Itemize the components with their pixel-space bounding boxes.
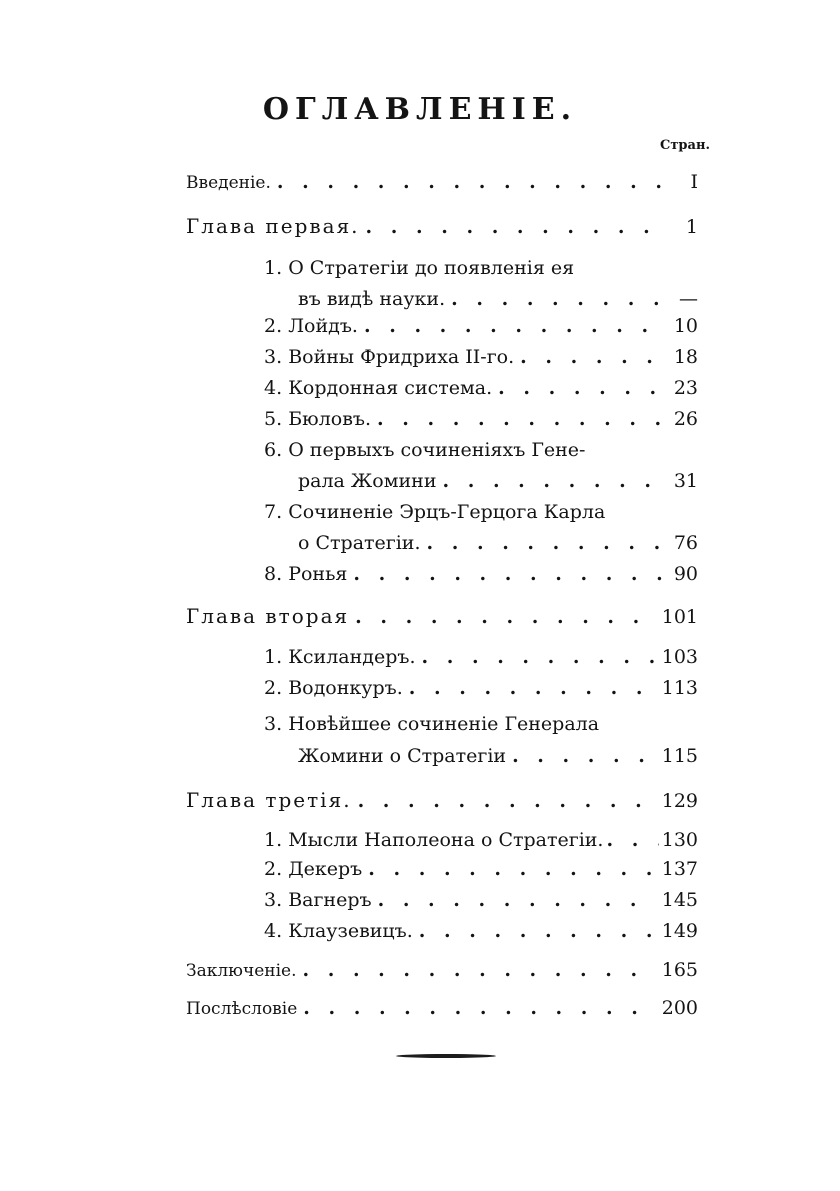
toc-item-title bbox=[264, 345, 514, 369]
toc-item-label: Лойдъ. bbox=[288, 315, 358, 337]
leader-dots bbox=[520, 345, 664, 369]
toc-item-number: 4. bbox=[264, 377, 283, 399]
leader-dots bbox=[358, 789, 656, 813]
toc-item-page: 23 bbox=[673, 377, 698, 399]
toc-item-page: 115 bbox=[661, 745, 698, 767]
toc-item-page: 103 bbox=[661, 646, 698, 668]
toc-chapter-1[interactable] bbox=[186, 214, 698, 239]
leader-dots bbox=[303, 996, 655, 1020]
toc-item-label: Войны Фридриха II-го. bbox=[288, 346, 515, 368]
toc-item-title bbox=[264, 314, 358, 338]
toc-item-title bbox=[264, 919, 413, 943]
toc-item-1-1[interactable] bbox=[298, 287, 698, 311]
leader-dots bbox=[277, 170, 664, 194]
toc-item-1-4[interactable] bbox=[264, 376, 698, 400]
toc-item-number: 3. bbox=[264, 889, 283, 911]
leader-dots bbox=[302, 958, 655, 982]
toc-item-number: 4. bbox=[264, 920, 283, 942]
toc-item-3-3[interactable] bbox=[264, 888, 698, 912]
toc-entry-title: Введенiе. bbox=[186, 173, 271, 193]
leader-dots bbox=[368, 857, 655, 881]
toc-item-title bbox=[264, 562, 347, 586]
toc-item-title-line1: Новѣйшее сочиненiе Генерала bbox=[288, 713, 600, 735]
leader-dots bbox=[419, 919, 656, 943]
toc-item-title bbox=[264, 888, 372, 912]
toc-item-number: 1. bbox=[264, 829, 283, 851]
toc-item-number: 2. bbox=[264, 677, 283, 699]
toc-item-title bbox=[264, 645, 416, 669]
leader-dots bbox=[451, 287, 664, 311]
toc-chapter-page: 129 bbox=[661, 790, 698, 812]
leader-dots bbox=[377, 407, 664, 431]
toc-item-page: 26 bbox=[673, 408, 698, 430]
page-column-header: Стран. bbox=[660, 138, 710, 153]
toc-item-title-line2: рала Жомини bbox=[298, 470, 437, 492]
toc-item-title-line1: Сочиненiе Эрцъ-Герцога Карла bbox=[288, 501, 606, 523]
toc-item-number: 1. bbox=[264, 257, 283, 279]
toc-item-2-3-first-line[interactable] bbox=[264, 712, 599, 736]
leader-dots bbox=[409, 676, 656, 700]
toc-item-title-line1: О первыхъ сочиненiяхъ Гене- bbox=[288, 439, 586, 461]
toc-item-label: Ксиландеръ. bbox=[288, 646, 416, 668]
toc-item-title bbox=[264, 676, 403, 700]
toc-item-title-line2: Жомини о Стратегiи bbox=[298, 745, 507, 767]
toc-item-page: 90 bbox=[673, 563, 698, 585]
toc-item-3-4[interactable] bbox=[264, 919, 698, 943]
toc-item-label: Водонкуръ. bbox=[288, 677, 403, 699]
toc-item-label: Клаузевицъ. bbox=[288, 920, 413, 942]
leader-dots bbox=[606, 828, 658, 852]
toc-item-page: 145 bbox=[661, 889, 698, 911]
toc-item-1-5[interactable] bbox=[264, 407, 698, 431]
toc-item-page: 113 bbox=[661, 677, 698, 699]
toc-item-1-7-first-line[interactable] bbox=[264, 500, 605, 524]
toc-chapter-title: Глава вторая bbox=[186, 604, 350, 628]
toc-item-1-6[interactable] bbox=[298, 469, 698, 493]
toc-item-page: 18 bbox=[673, 346, 698, 368]
toc-item-number: 5. bbox=[264, 408, 283, 430]
toc-item-number: 2. bbox=[264, 858, 283, 880]
leader-dots bbox=[512, 744, 656, 768]
toc-chapter-2[interactable] bbox=[186, 604, 698, 629]
toc-entry-page: 165 bbox=[661, 959, 698, 981]
toc-item-number: 8. bbox=[264, 563, 283, 585]
toc-entry-conclusion[interactable] bbox=[186, 958, 698, 983]
toc-item-page: 76 bbox=[673, 532, 698, 554]
toc-entry-title: Заключенiе. bbox=[186, 961, 297, 981]
toc-item-1-3[interactable] bbox=[264, 345, 698, 369]
toc-chapter-title: Глава первая. bbox=[186, 214, 360, 238]
toc-item-title bbox=[264, 828, 603, 852]
toc-item-label: Мысли Наполеона о Стратегiи. bbox=[288, 829, 604, 851]
toc-item-1-1-first-line[interactable] bbox=[264, 256, 574, 280]
leader-dots bbox=[498, 376, 664, 400]
toc-item-number: 1. bbox=[264, 646, 283, 668]
toc-entry-page: I bbox=[690, 171, 698, 193]
leader-dots bbox=[353, 562, 664, 586]
toc-chapter-title: Глава третiя. bbox=[186, 788, 352, 812]
toc-chapter-page: 101 bbox=[661, 606, 698, 628]
toc-item-label: Декеръ bbox=[288, 858, 363, 880]
toc-item-page: 137 bbox=[661, 858, 698, 880]
leader-dots bbox=[355, 605, 656, 629]
toc-item-page: 130 bbox=[661, 829, 698, 851]
toc-chapter-page: 1 bbox=[685, 216, 698, 238]
leader-dots bbox=[442, 469, 664, 493]
toc-item-2-1[interactable] bbox=[264, 645, 698, 669]
leader-dots bbox=[422, 645, 656, 669]
toc-item-title bbox=[264, 407, 371, 431]
toc-item-1-8[interactable] bbox=[264, 562, 698, 586]
toc-item-label: Кордонная система. bbox=[288, 377, 493, 399]
toc-entry-title: Послѣсловiе bbox=[186, 999, 298, 1019]
toc-item-number: 7. bbox=[264, 501, 283, 523]
toc-item-page: 149 bbox=[661, 920, 698, 942]
toc-chapter-3[interactable] bbox=[186, 788, 698, 813]
toc-item-number: 3. bbox=[264, 713, 283, 735]
toc-item-number: 2. bbox=[264, 315, 283, 337]
toc-item-title-line2: въ видѣ науки. bbox=[298, 288, 446, 310]
toc-item-title-line1: О Стратегiи до появленiя ея bbox=[288, 257, 575, 279]
leader-dots bbox=[366, 215, 664, 239]
toc-item-3-1[interactable] bbox=[264, 828, 698, 852]
leader-dots bbox=[427, 531, 664, 555]
leader-dots bbox=[378, 888, 656, 912]
toc-item-2-3[interactable] bbox=[298, 744, 698, 768]
toc-item-label: Вагнеръ bbox=[288, 889, 372, 911]
toc-entry-page: 200 bbox=[661, 997, 698, 1019]
toc-item-1-2[interactable] bbox=[264, 314, 698, 338]
toc-item-title bbox=[264, 376, 492, 400]
toc-item-page: 10 bbox=[673, 315, 698, 337]
page-title: ОГЛАВЛЕНIЕ. bbox=[262, 92, 578, 127]
toc-item-2-2[interactable] bbox=[264, 676, 698, 700]
toc-item-1-6-first-line[interactable] bbox=[264, 438, 585, 462]
toc-item-number: 3. bbox=[264, 346, 283, 368]
toc-item-page: 31 bbox=[673, 470, 698, 492]
toc-item-number: 6. bbox=[264, 439, 283, 461]
leader-dots bbox=[364, 314, 664, 338]
toc-item-page: — bbox=[679, 288, 698, 310]
toc-item-1-7[interactable] bbox=[298, 531, 698, 555]
toc-item-title bbox=[264, 857, 362, 881]
ornamental-divider bbox=[396, 1054, 496, 1058]
toc-item-title-line2: о Стратегiи. bbox=[298, 532, 421, 554]
toc-entry-introduction[interactable] bbox=[186, 170, 698, 195]
toc-entry-afterword[interactable] bbox=[186, 996, 698, 1021]
toc-item-3-2[interactable] bbox=[264, 857, 698, 881]
toc-item-label: Бюловъ. bbox=[288, 408, 372, 430]
toc-item-label: Ронья bbox=[288, 563, 348, 585]
